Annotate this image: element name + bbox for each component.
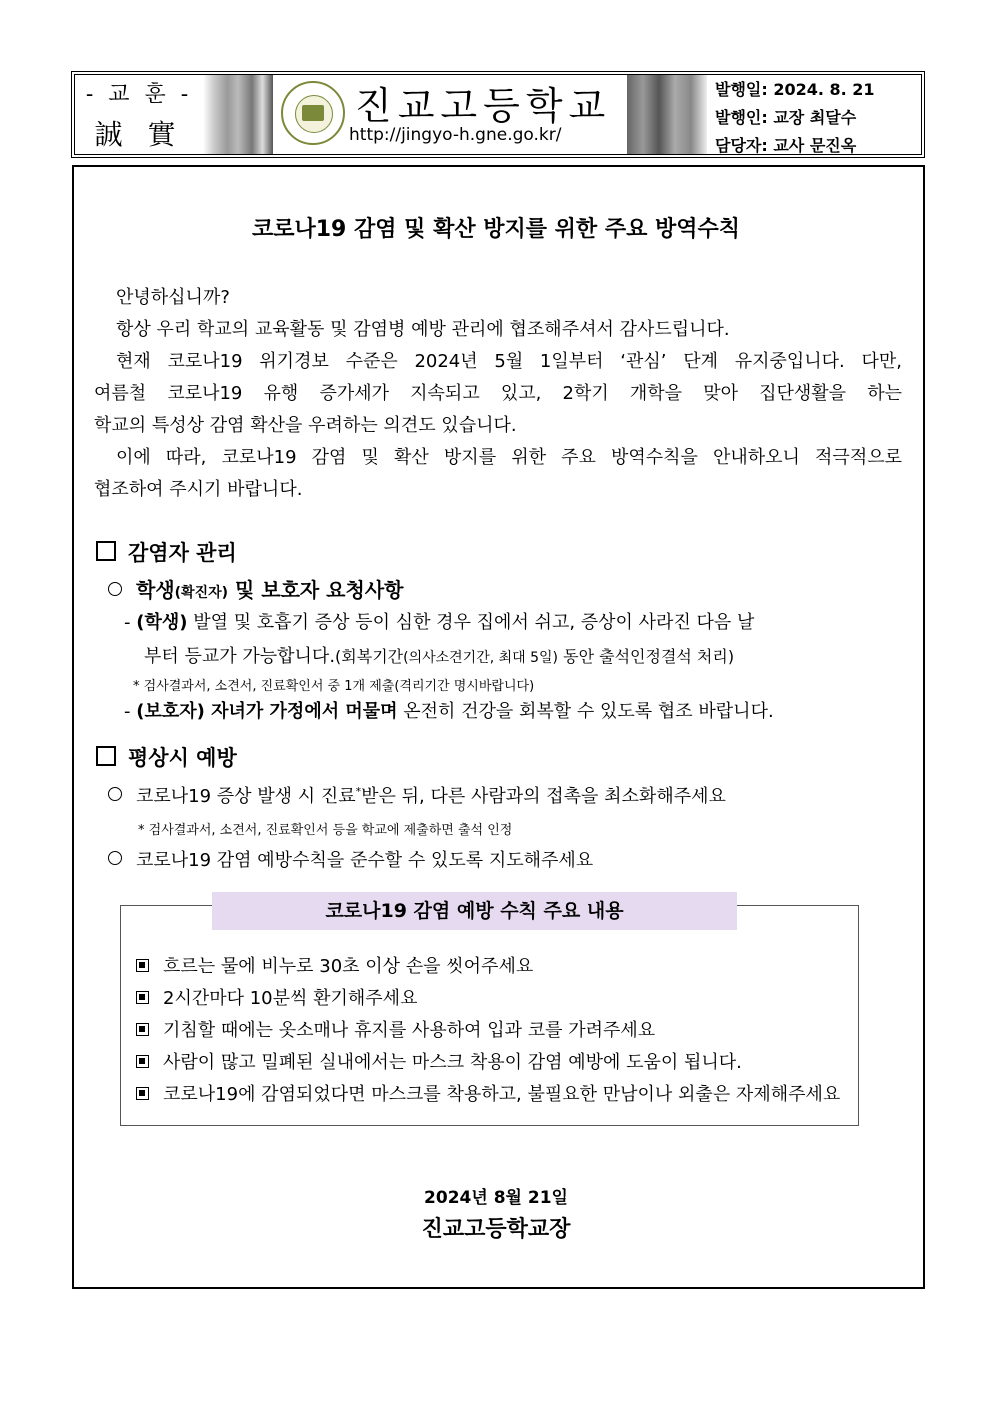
- rule-item: [136, 1080, 840, 1106]
- subheading-part: 학생: [136, 578, 175, 602]
- section-heading-patient: [96, 537, 237, 567]
- item-text: 발열 및 호흡기 증상 등이 심한 경우 집에서 쉬고, 증상이 사라진 다음 날: [187, 612, 755, 633]
- item-text: 온전히 건강을 회복할 수 있도록 협조 바랍니다.: [397, 701, 774, 722]
- school-logo-icon: [281, 81, 345, 145]
- subheading-part: 및 보호자 요청사항: [228, 578, 404, 602]
- intro-line-4: 여름철 코로나19 유행 증가세가 지속되고 있고, 2학기 개학을 맞아 집단생활을 하는: [94, 383, 902, 404]
- subheading-part: (확진자): [174, 585, 229, 601]
- item-tag: (학생): [136, 612, 188, 633]
- header-center: [273, 75, 627, 154]
- section-heading-text: 감염자 관리: [128, 541, 237, 565]
- school-motto: [75, 75, 203, 154]
- publication-info: [707, 75, 921, 154]
- rule-text: 코로나19에 감염되었다면 마스크를 착용하고, 불필요한 만남이나 외출은 자제해주세요: [163, 1084, 841, 1105]
- prevention-item-2: [108, 846, 593, 872]
- filled-square-icon: [136, 1055, 149, 1068]
- header-gradient-right: [627, 75, 707, 154]
- item-text: (회복기간: [335, 647, 404, 666]
- rule-text: 사람이 많고 밀폐된 실내에서는 마스크 착용이 감염 예방에 도움이 됩니다.: [163, 1052, 742, 1073]
- square-bullet-icon: [96, 541, 116, 561]
- filled-square-icon: [136, 1023, 149, 1036]
- rule-item: [136, 1016, 655, 1042]
- square-bullet-icon: [96, 746, 116, 766]
- intro-line-1: 안녕하십니까?: [116, 287, 230, 308]
- intro-line-7: 협조하여 주시기 바랍니다.: [94, 479, 303, 500]
- item-text: (의사소견기간, 최대 5일): [403, 650, 559, 666]
- rule-item: [136, 984, 417, 1010]
- filled-square-icon: [136, 991, 149, 1004]
- item-text: 동안 출석인정결석 처리): [558, 647, 735, 666]
- section-heading-prevention: [96, 742, 237, 772]
- rule-item: [136, 952, 533, 978]
- rules-box-title: 코로나19 감염 예방 수칙 주요 내용: [212, 892, 737, 930]
- circle-bullet-icon: [108, 787, 122, 801]
- rule-text: 2시간마다 10분씩 환기해주세요: [163, 988, 418, 1009]
- motto-text: 誠 實: [94, 118, 184, 151]
- circle-bullet-icon: [108, 851, 122, 865]
- request-item-student: [124, 608, 902, 634]
- school-name: 진교고등학교: [355, 84, 612, 128]
- intro-line-3: 현재 코로나19 위기경보 수준은 2024년 5월 1일부터 ‘관심’ 단계 유지중입니다. 다만,: [116, 351, 902, 372]
- intro-line-5: 학교의 특성상 감염 확산을 우려하는 의견도 있습니다.: [94, 415, 517, 436]
- document-date: 2024년 8월 21일: [424, 1188, 568, 1208]
- document-title: 코로나19 감염 및 확산 방지를 위한 주요 방역수칙: [251, 217, 741, 242]
- item-tag: (보호자) 자녀가 가정에서 머물며: [136, 701, 398, 722]
- dash-bullet-icon: -: [124, 612, 131, 633]
- footnote-mark: *: [355, 785, 362, 798]
- intro-line-2: 항상 우리 학교의 교육활동 및 감염병 예방 관리에 협조해주셔서 감사드립니다.: [116, 319, 730, 340]
- motto-label: - 교 훈 -: [85, 82, 193, 107]
- school-url[interactable]: http://jingyo-h.gne.go.kr/: [349, 125, 562, 145]
- newsletter-header: [71, 71, 925, 158]
- item-text: 코로나19 증상 발생 시 진료: [136, 786, 356, 807]
- header-gradient-left: [203, 75, 273, 154]
- request-item-guardian: [124, 697, 774, 723]
- rule-text: 기침할 때에는 옷소매나 휴지를 사용하여 입과 코를 가려주세요: [163, 1020, 656, 1041]
- request-note: * 검사결과서, 소견서, 진료확인서 중 1개 제출(격리기간 명시바랍니다): [133, 679, 535, 694]
- intro-line-6: 이에 따라, 코로나19 감염 및 확산 방지를 위한 주요 방역수칙을 안내하오니 적극적으로: [116, 447, 902, 468]
- subsection-heading-requests: [108, 574, 403, 603]
- request-item-student-cont: [144, 642, 734, 668]
- publisher: 발행인: 교장 최달수: [715, 108, 857, 127]
- item-text: 부터 등교가 가능합니다.: [144, 646, 336, 667]
- item-text: 코로나19 감염 예방수칙을 준수할 수 있도록 지도해주세요: [136, 850, 594, 871]
- filled-square-icon: [136, 1087, 149, 1100]
- section-heading-text: 평상시 예방: [128, 746, 237, 770]
- issue-date: 발행일: 2024. 8. 21: [715, 80, 875, 99]
- logo-mark-icon: [302, 105, 324, 121]
- prevention-note: * 검사결과서, 소견서, 진료확인서 등을 학교에 제출하면 출석 인정: [138, 823, 513, 838]
- rule-text: 흐르는 물에 비누로 30초 이상 손을 씻어주세요: [163, 956, 534, 977]
- prevention-item-1: [108, 782, 726, 808]
- principal-signature: 진교고등학교장: [421, 1217, 571, 1242]
- rule-item: [136, 1048, 742, 1074]
- filled-square-icon: [136, 959, 149, 972]
- circle-bullet-icon: [108, 582, 122, 596]
- item-text: 받은 뒤, 다른 사람과의 접촉을 최소화해주세요: [361, 786, 726, 807]
- contact-person: 담당자: 교사 문진옥: [715, 136, 857, 155]
- dash-bullet-icon: -: [124, 701, 131, 722]
